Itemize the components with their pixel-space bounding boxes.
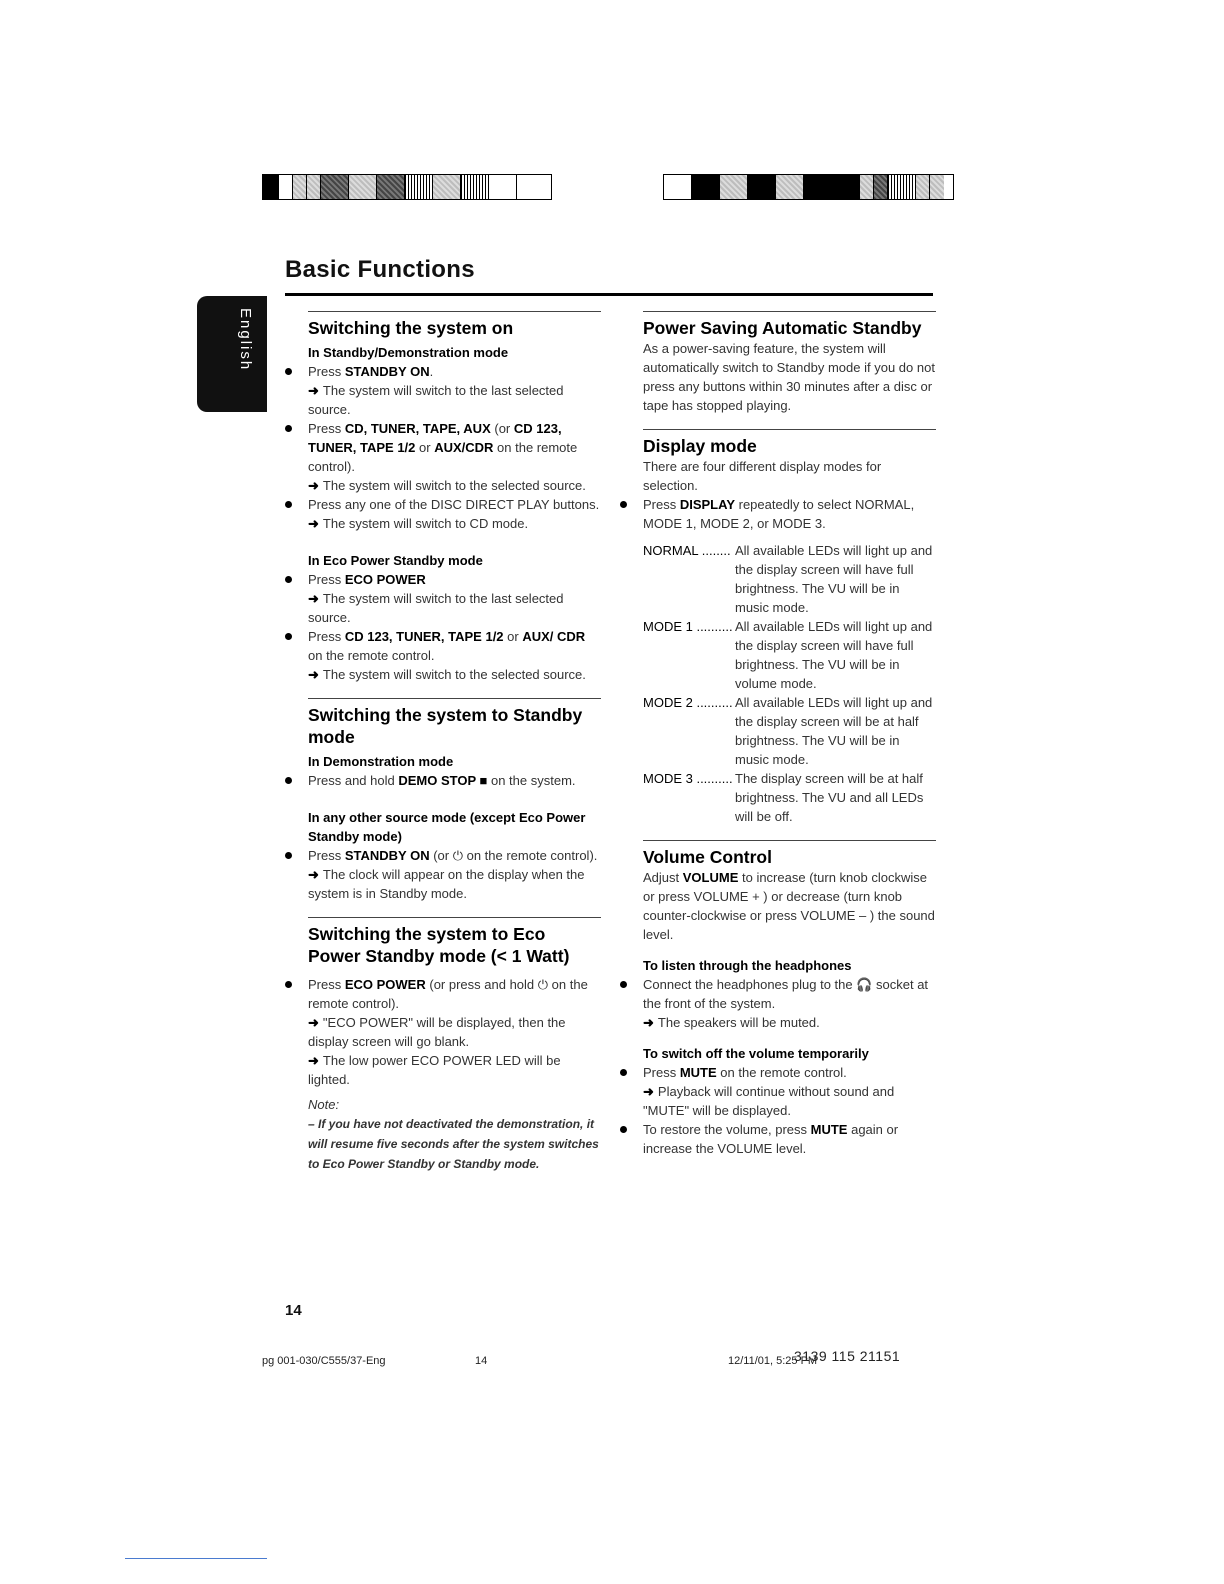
result-text bbox=[283, 514, 601, 533]
subheading: In any other source mode (except Eco Power Standby mode) bbox=[308, 810, 586, 844]
bottom-link-line bbox=[125, 1558, 267, 1559]
item-text: Press bbox=[308, 364, 345, 379]
result-label: The system will switch to CD mode. bbox=[322, 516, 529, 531]
result-text bbox=[283, 381, 601, 419]
item-bold: DEMO STOP ■ bbox=[398, 773, 488, 788]
section-heading: Switching the system on bbox=[308, 318, 514, 338]
color-bar-left bbox=[262, 174, 552, 200]
list-item bbox=[283, 846, 601, 865]
left-column bbox=[283, 311, 601, 1174]
paragraph: As a power-saving feature, the system will automatically switch to Standby mode if you do not press any buttons within 30 minutes after a disc or tape has stopped playing. bbox=[643, 341, 935, 413]
subheading: In Eco Power Standby mode bbox=[308, 553, 483, 568]
mode-row-mode1 bbox=[618, 617, 936, 693]
item-bold: CD, TUNER, TAPE, AUX bbox=[344, 421, 491, 436]
result-label: The clock will appear on the display when the system is in Standby mode. bbox=[308, 867, 585, 901]
bullet-icon bbox=[285, 368, 292, 375]
bullet-icon bbox=[285, 501, 292, 508]
subheading: To switch off the volume temporarily bbox=[643, 1046, 869, 1061]
list-item bbox=[283, 771, 601, 790]
list-item bbox=[283, 627, 601, 665]
item-text: on the remote control. bbox=[716, 1065, 847, 1080]
result-label: The system will switch to the last selected source. bbox=[308, 383, 564, 417]
bullet-icon bbox=[285, 852, 292, 859]
result-text bbox=[618, 1013, 936, 1032]
bullet-icon bbox=[620, 1069, 627, 1076]
result-text bbox=[283, 1013, 601, 1051]
item-text: Press bbox=[308, 977, 345, 992]
arrow-icon: ➜ bbox=[308, 591, 319, 606]
bullet-icon bbox=[285, 633, 292, 640]
mode-name: MODE 2 .......... bbox=[643, 695, 733, 710]
item-bold: AUX/ CDR bbox=[522, 629, 586, 644]
item-text: (or press and hold ⏻ on the remote control). bbox=[308, 977, 588, 1011]
color-bar-right bbox=[663, 174, 954, 200]
bullet-icon bbox=[285, 576, 292, 583]
list-item bbox=[618, 495, 936, 533]
mode-row-mode3 bbox=[618, 769, 936, 826]
note-text: – If you have not deactivated the demonstration, it will resume five seconds after the system switches to Eco Power Standby or Standby mode. bbox=[308, 1117, 599, 1171]
arrow-icon: ➜ bbox=[308, 383, 319, 398]
result-label: The system will switch to the last selected source. bbox=[308, 591, 564, 625]
item-text: Press and hold bbox=[308, 773, 399, 788]
mode-desc: All available LEDs will light up and the display screen will have full brightness. The VU will be in volume mode. bbox=[735, 619, 933, 691]
arrow-icon: ➜ bbox=[308, 1053, 319, 1068]
section-rule bbox=[643, 840, 936, 841]
item-bold: CD 123, TUNER, TAPE 1/2 bbox=[344, 629, 504, 644]
section-switching-on bbox=[283, 311, 601, 684]
page-title: Basic Functions bbox=[285, 256, 475, 283]
item-bold: CD 123, TUNER, TAPE 1/2 bbox=[308, 421, 562, 455]
result-label: The low power ECO POWER LED will be lighted. bbox=[308, 1053, 561, 1087]
right-column bbox=[618, 311, 936, 1158]
result-text bbox=[283, 865, 601, 903]
bullet-icon bbox=[620, 981, 627, 988]
item-text: . bbox=[429, 364, 434, 379]
arrow-icon: ➜ bbox=[308, 1015, 319, 1030]
section-rule bbox=[308, 917, 601, 918]
arrow-icon: ➜ bbox=[308, 867, 319, 882]
paragraph bbox=[618, 868, 936, 944]
list-item bbox=[618, 975, 936, 1013]
item-text: to increase (turn knob clockwise or press VOLUME + ) or decrease (turn knob counter-clockwise or press VOLUME – ) the sound level. bbox=[643, 870, 935, 942]
list-item bbox=[283, 419, 601, 476]
item-text: Connect the headphones plug to the 🎧 socket at the front of the system. bbox=[643, 977, 929, 1011]
subheading: In Demonstration mode bbox=[308, 754, 454, 769]
item-text: again or increase the VOLUME level. bbox=[643, 1122, 899, 1156]
item-bold: MUTE bbox=[810, 1122, 848, 1137]
footer-page: 14 bbox=[475, 1355, 488, 1367]
footer-code: 3139 115 21151 bbox=[794, 1348, 901, 1364]
paragraph: There are four different display modes for selection. bbox=[643, 459, 882, 493]
subheading: In Standby/Demonstration mode bbox=[308, 345, 509, 360]
mode-name: NORMAL ........ bbox=[643, 543, 731, 558]
result-label: The system will switch to the selected source. bbox=[322, 478, 586, 493]
footer-date: 12/11/01, 5:25 PM bbox=[728, 1355, 818, 1367]
bullet-icon bbox=[620, 501, 627, 508]
mode-row-normal bbox=[618, 541, 936, 617]
note-label: Note: bbox=[308, 1097, 340, 1112]
item-bold: AUX/CDR bbox=[434, 440, 494, 455]
item-bold: STANDBY ON bbox=[344, 364, 430, 379]
item-text: To restore the volume, press bbox=[643, 1122, 811, 1137]
item-text: Press bbox=[643, 497, 680, 512]
item-text: (or ⏻ on the remote control). bbox=[429, 848, 598, 863]
item-bold: MUTE bbox=[679, 1065, 717, 1080]
mode-name: MODE 3 .......... bbox=[643, 771, 733, 786]
item-text: Press bbox=[308, 421, 345, 436]
bullet-icon bbox=[285, 777, 292, 784]
item-text: on the remote control. bbox=[308, 648, 435, 663]
arrow-icon: ➜ bbox=[643, 1015, 654, 1030]
subheading: To listen through the headphones bbox=[643, 958, 852, 973]
item-text: Press bbox=[308, 848, 345, 863]
result-label: The system will switch to the selected source. bbox=[322, 667, 586, 682]
section-display-mode bbox=[618, 429, 936, 826]
mode-desc: All available LEDs will light up and the display screen will have full brightness. The VU will be in music mode. bbox=[735, 543, 933, 615]
page-number: 14 bbox=[285, 1302, 302, 1319]
item-text: on the system. bbox=[487, 773, 576, 788]
item-text: or bbox=[503, 629, 523, 644]
item-bold: ECO POWER bbox=[344, 977, 426, 992]
arrow-icon: ➜ bbox=[308, 667, 319, 682]
section-volume-control bbox=[618, 840, 936, 1158]
title-rule bbox=[285, 293, 933, 296]
item-text: on the remote control). bbox=[308, 440, 578, 474]
list-item bbox=[618, 1120, 936, 1158]
footer-file: pg 001-030/C555/37-Eng bbox=[262, 1355, 386, 1367]
section-rule bbox=[308, 698, 601, 699]
item-text: Press bbox=[308, 572, 345, 587]
section-switching-standby bbox=[283, 698, 601, 903]
result-label: The speakers will be muted. bbox=[657, 1015, 820, 1030]
result-label: "ECO POWER" will be displayed, then the display screen will go blank. bbox=[308, 1015, 566, 1049]
section-heading: Display mode bbox=[643, 436, 757, 456]
bullet-icon bbox=[620, 1126, 627, 1133]
item-text: Press bbox=[308, 629, 345, 644]
mode-name: MODE 1 .......... bbox=[643, 619, 733, 634]
result-text bbox=[618, 1082, 936, 1120]
item-text: or bbox=[415, 440, 435, 455]
section-heading: Volume Control bbox=[643, 847, 772, 867]
item-bold: ECO POWER bbox=[344, 572, 426, 587]
section-heading: Switching the system to Standby mode bbox=[308, 705, 583, 747]
list-item bbox=[283, 570, 601, 589]
language-tab bbox=[197, 296, 267, 412]
list-item bbox=[618, 1063, 936, 1082]
result-text bbox=[283, 476, 601, 495]
item-bold: DISPLAY bbox=[679, 497, 735, 512]
list-item bbox=[283, 495, 601, 514]
arrow-icon: ➜ bbox=[643, 1084, 654, 1099]
section-heading: Power Saving Automatic Standby bbox=[643, 318, 922, 338]
section-rule bbox=[643, 429, 936, 430]
item-text: Press any one of the DISC DIRECT PLAY buttons. bbox=[308, 497, 600, 512]
arrow-icon: ➜ bbox=[308, 516, 319, 531]
mode-desc: The display screen will be at half brightness. The VU and all LEDs will be off. bbox=[735, 771, 924, 824]
item-text: Press bbox=[643, 1065, 680, 1080]
item-text: (or bbox=[490, 421, 514, 436]
section-rule bbox=[643, 311, 936, 312]
list-item bbox=[283, 362, 601, 381]
item-bold: VOLUME bbox=[682, 870, 739, 885]
section-switching-eco bbox=[283, 917, 601, 1174]
section-power-saving bbox=[618, 311, 936, 415]
bullet-icon bbox=[285, 981, 292, 988]
result-text bbox=[283, 1051, 601, 1089]
item-text: Adjust bbox=[643, 870, 683, 885]
section-heading: Switching the system to Eco Power Standby mode (< 1 Watt) bbox=[308, 924, 570, 966]
result-text bbox=[283, 665, 601, 684]
mode-desc: All available LEDs will light up and the display screen will be at half brightness. The VU will be in music mode. bbox=[735, 695, 933, 767]
arrow-icon: ➜ bbox=[308, 478, 319, 493]
list-item bbox=[283, 975, 601, 1013]
bullet-icon bbox=[285, 425, 292, 432]
result-label: Playback will continue without sound and "MUTE" will be displayed. bbox=[643, 1084, 895, 1118]
result-text bbox=[283, 589, 601, 627]
item-bold: STANDBY ON bbox=[344, 848, 430, 863]
section-rule bbox=[308, 311, 601, 312]
language-tab-label: English bbox=[237, 308, 254, 372]
item-text: repeatedly to select NORMAL, MODE 1, MODE 2, or MODE 3. bbox=[643, 497, 915, 531]
mode-row-mode2 bbox=[618, 693, 936, 769]
